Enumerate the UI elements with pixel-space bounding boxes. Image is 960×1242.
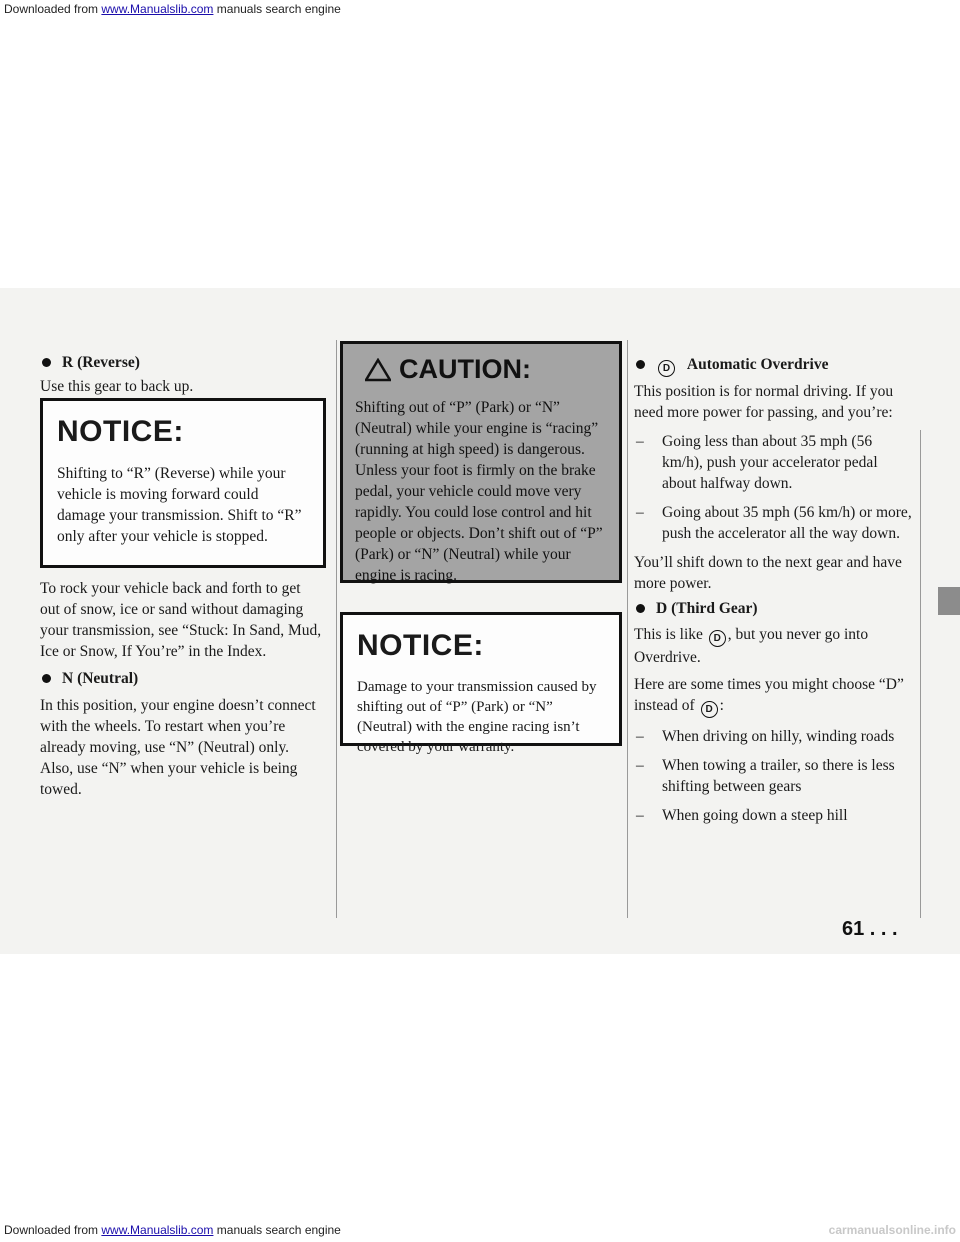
list-item-text: Going less than about 35 mph (56 km/h), push your accelerator pedal about halfway down.: [662, 433, 878, 492]
left-column-lower: [40, 578, 322, 800]
dash-marker: –: [636, 433, 644, 450]
header-prefix: Downloaded from: [4, 2, 102, 16]
neutral-text: In this position, your engine doesn’t connect with the wheels. To restart when you’re already moving, use “N” (Neutral) only. Also, use “N” when your vehicle is being towed.: [40, 697, 316, 798]
bullet-icon: [42, 358, 51, 367]
times-text-start: Here are some times you might choose “D” instead of: [634, 676, 904, 714]
caution-text: Shifting out of “P” (Park) or “N” (Neutral) while your engine is “racing” (running at high speed) is dangerous. Unless your foot is firmly on the brake pedal, your vehicle could move very rapidly. You could lose control and hit people or objects. Don’t shift out of “P” (Park) or “N” (Neutral) while your engine is racing.: [355, 399, 603, 584]
watermark: carmanualsonline.info: [828, 1223, 956, 1237]
overdrive-icon: D: [709, 630, 726, 647]
overdrive-icon: D: [658, 360, 675, 377]
list-item: [634, 805, 914, 826]
list-item: [634, 755, 914, 797]
list-item: [634, 502, 914, 544]
manualslib-link[interactable]: www.Manualslib.com: [101, 1223, 214, 1237]
section-tab: [938, 587, 960, 615]
footer-prefix: Downloaded from: [4, 1223, 102, 1237]
dash-marker: –: [636, 504, 644, 521]
rock-text: To rock your vehicle back and forth to get out of snow, ice or sand without damaging your transmission, see “Stuck: In Sand, Mud, Ice or Snow, If You’re” in the Index.: [40, 580, 322, 660]
caution-title: CAUTION:: [399, 354, 531, 384]
notice-title: NOTICE:: [357, 629, 484, 662]
list-item-text: Going about 35 mph (56 km/h) or more, push the accelerator all the way down.: [662, 504, 912, 542]
caution-header: [365, 354, 607, 385]
list-item: [634, 431, 914, 494]
third-gear-text-start: This is like: [634, 626, 707, 643]
right-column: [634, 354, 914, 826]
list-item: [634, 726, 914, 747]
reverse-text: Use this gear to back up.: [40, 378, 194, 395]
bullet-icon: [42, 674, 51, 683]
column-divider-left: [336, 340, 337, 918]
left-column: [40, 352, 322, 397]
header-suffix: manuals search engine: [213, 2, 341, 16]
manualslib-link[interactable]: www.Manualslib.com: [101, 2, 214, 16]
dash-marker: –: [636, 807, 644, 824]
times-text: [634, 674, 914, 718]
overdrive-heading: [634, 354, 914, 377]
third-gear-text-end: , but you never go into Overdrive.: [634, 626, 869, 666]
column-divider-right: [627, 340, 628, 918]
overdrive-heading-text: Automatic Overdrive: [686, 356, 829, 373]
download-footer: [0, 1222, 960, 1238]
list-item-text: When towing a trailer, so there is less shifting between gears: [662, 757, 895, 795]
footer-suffix: manuals search engine: [213, 1223, 341, 1237]
third-gear-heading: [634, 598, 914, 619]
warning-triangle-icon: [365, 358, 391, 382]
bullet-icon: [636, 360, 645, 369]
caution-box: [340, 341, 622, 583]
download-header: [0, 0, 960, 18]
third-gear-text: [634, 624, 914, 668]
overdrive-text: This position is for normal driving. If you need more power for passing, and you’re:: [634, 383, 894, 421]
notice-box-reverse: [40, 398, 326, 568]
notice-box-warranty: [340, 612, 622, 755]
notice-title: NOTICE:: [57, 415, 184, 448]
list-item-text: When driving on hilly, winding roads: [662, 728, 895, 745]
third-gear-heading-text: D (Third Gear): [656, 600, 758, 617]
page-number: 61 . . .: [842, 918, 898, 940]
footer-source: [4, 1222, 341, 1238]
times-text-end: :: [719, 697, 724, 714]
notice-text: Damage to your transmission caused by shifting out of “P” (Park) or “N” (Neutral) with the engine racing isn’t covered by your warranty.: [357, 679, 597, 755]
list-item-text: When going down a steep hill: [662, 807, 848, 824]
bullet-icon: [636, 604, 645, 613]
notice-text: Shifting to “R” (Reverse) while your vehicle is moving forward could damage your transmission. Shift to “R” only after your vehicle is stopped.: [57, 465, 302, 545]
dash-marker: –: [636, 728, 644, 745]
column-divider-far-right: [920, 430, 921, 918]
neutral-heading-text: N (Neutral): [62, 670, 139, 687]
overdrive-icon: D: [701, 701, 718, 718]
downshift-text: You’ll shift down to the next gear and have more power.: [634, 554, 902, 592]
reverse-heading-text: R (Reverse): [62, 354, 140, 371]
reverse-heading: [40, 352, 322, 373]
dash-marker: –: [636, 757, 644, 774]
neutral-heading: [40, 668, 322, 689]
